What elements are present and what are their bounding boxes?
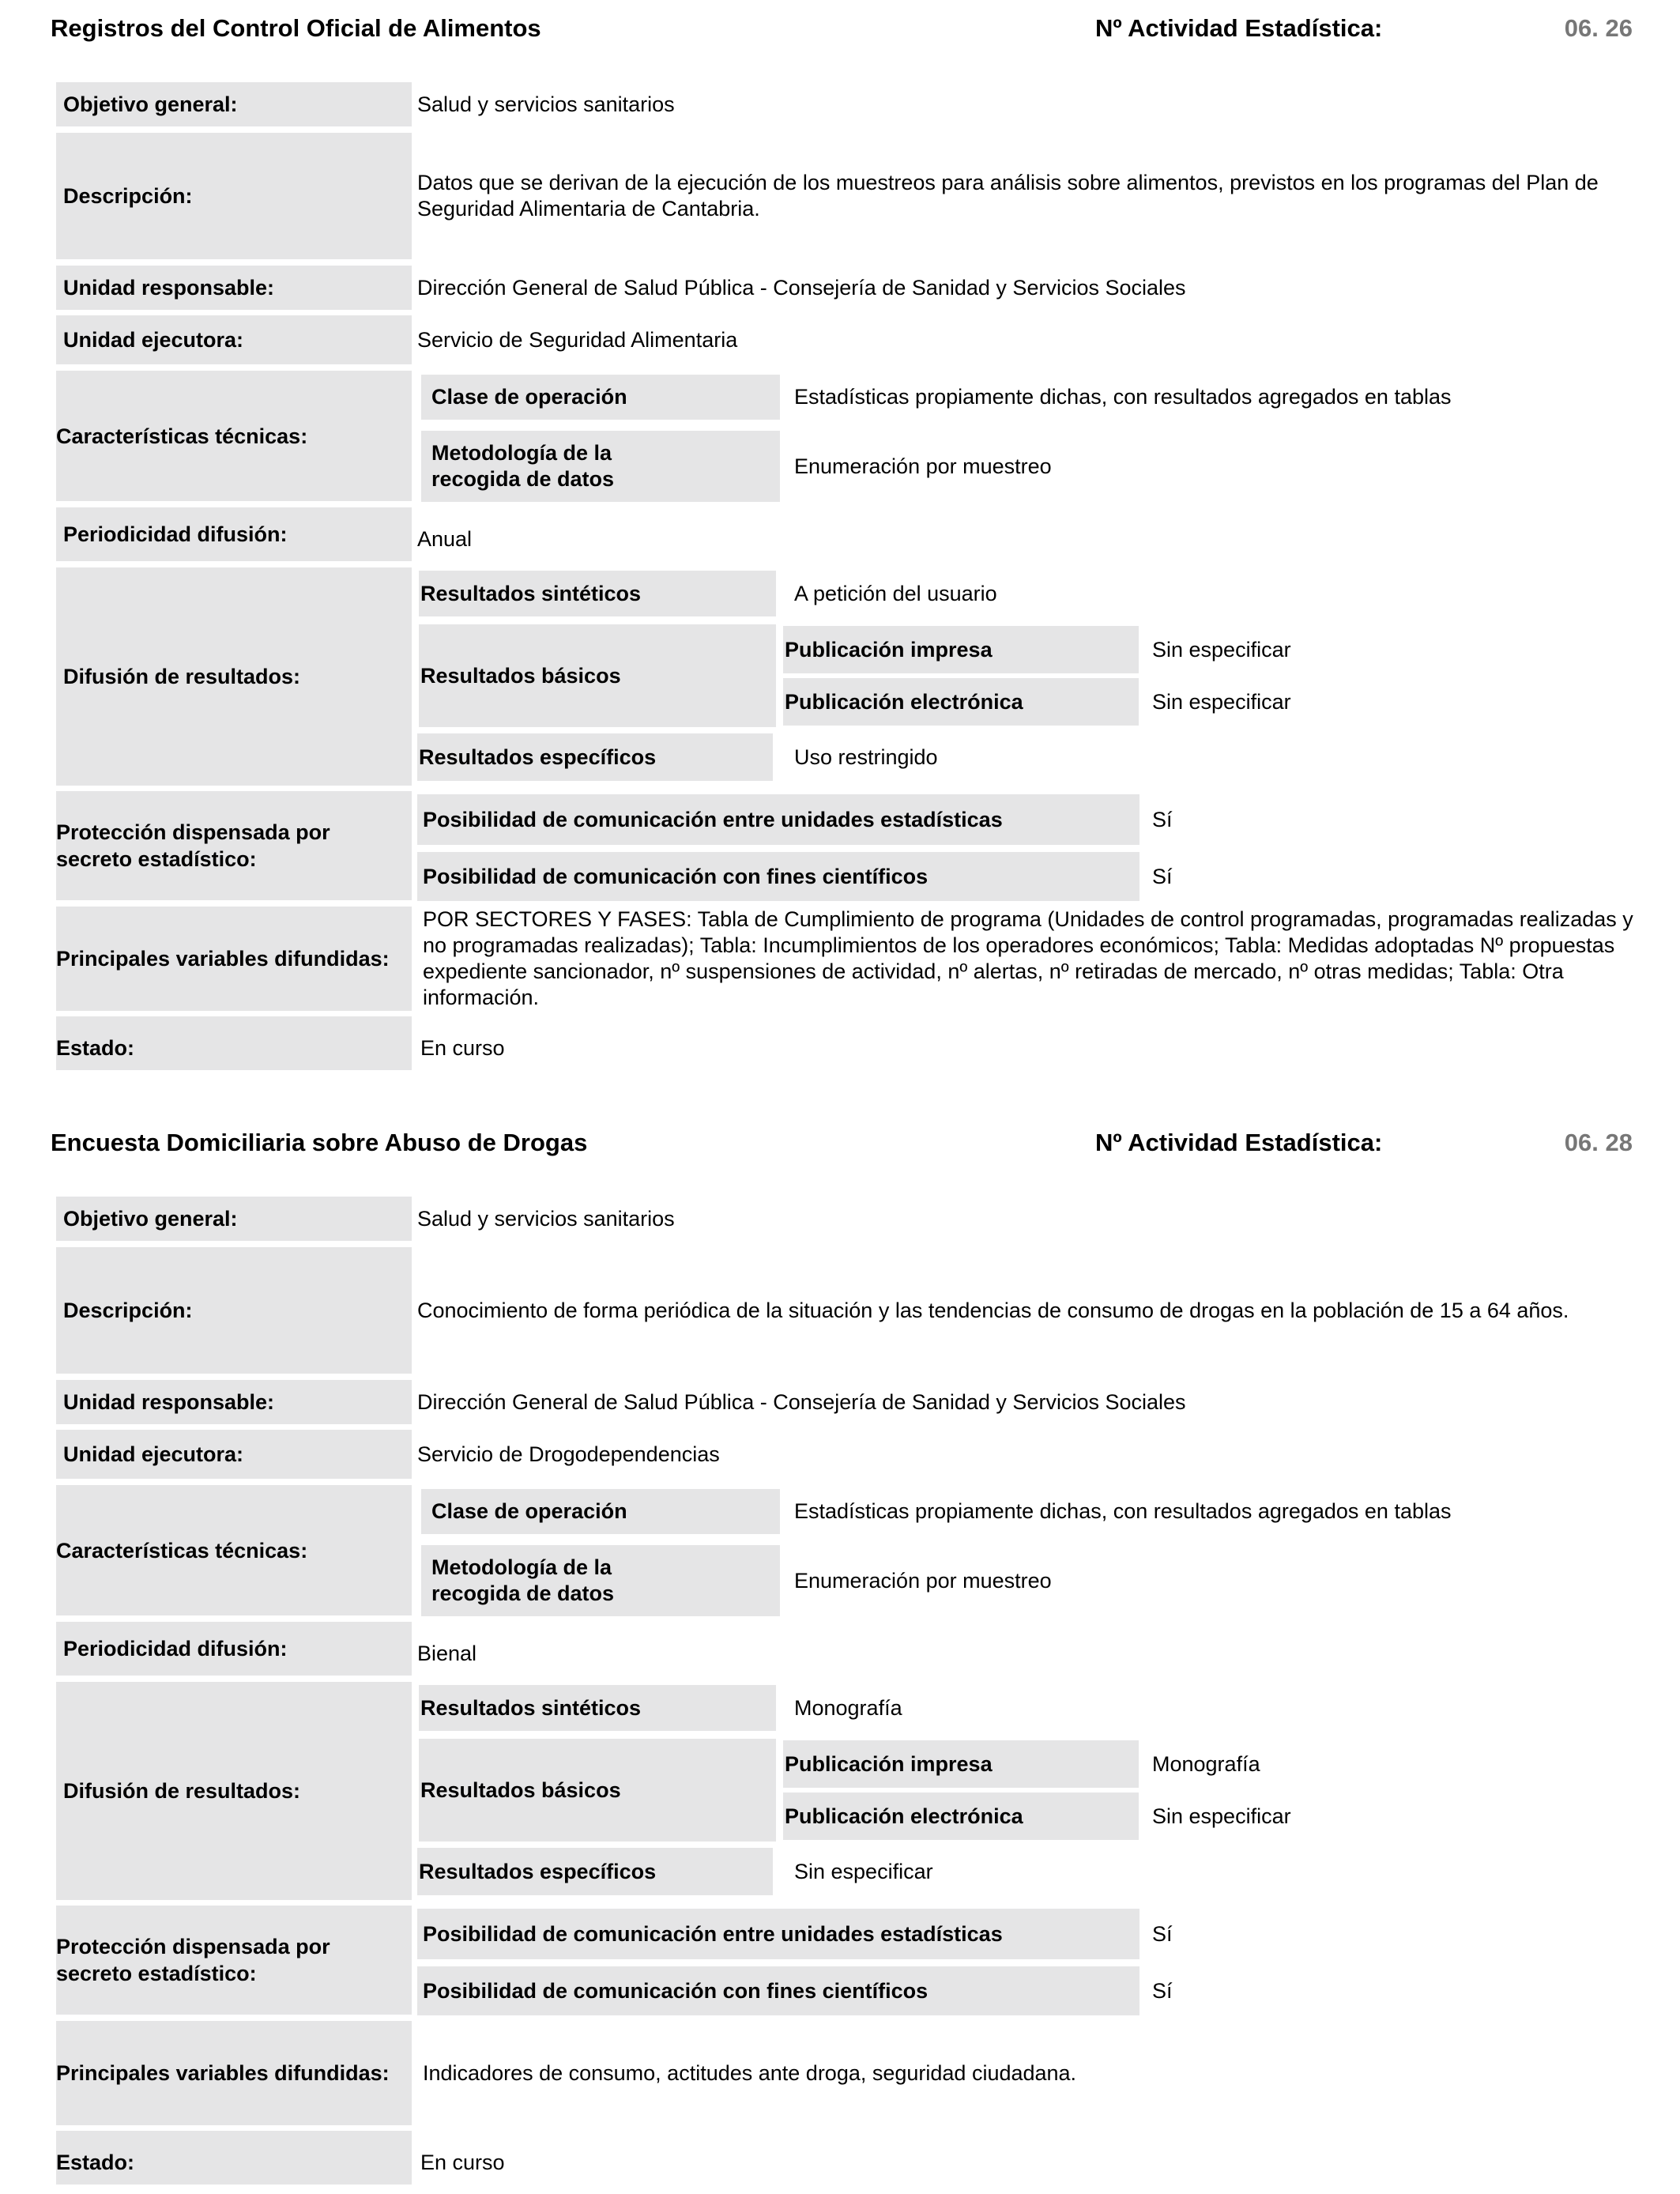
resultados-sinteticos-value: A petición del usuario bbox=[794, 581, 997, 605]
unidad-responsable-label: Unidad responsable: bbox=[56, 1380, 412, 1424]
unidad-ejecutora-label: Unidad ejecutora: bbox=[56, 1430, 412, 1479]
variables-label: Principales variables difundidas: bbox=[56, 2021, 412, 2125]
proteccion-label bbox=[56, 1906, 412, 2015]
comunicacion-unidades-value: Sí bbox=[1152, 1921, 1173, 1946]
record-title: Registros del Control Oficial de Alimentos bbox=[51, 14, 541, 42]
publicacion-electronica-value: Sin especificar bbox=[1152, 1804, 1291, 1828]
resultados-basicos-label: Resultados básicos bbox=[419, 624, 776, 727]
proteccion-label-text: Protección dispensada por secreto estadístico: bbox=[56, 1935, 330, 1985]
comunicacion-cientificos-label: Posibilidad de comunicación con fines científicos bbox=[417, 1966, 1139, 2015]
comunicacion-unidades-label: Posibilidad de comunicación entre unidades estadísticas bbox=[417, 1909, 1139, 1959]
periodicidad-label: Periodicidad difusión: bbox=[56, 507, 412, 561]
proteccion-label bbox=[56, 791, 412, 900]
descripcion-label: Descripción: bbox=[56, 1247, 412, 1374]
periodicidad-value: Bienal bbox=[417, 1641, 477, 1665]
metodologia-value: Enumeración por muestreo bbox=[794, 1568, 1052, 1593]
comunicacion-unidades-value: Sí bbox=[1152, 807, 1173, 831]
publicacion-impresa-value: Monografía bbox=[1152, 1751, 1260, 1776]
metodologia-label-text: Metodología de la recogida de datos bbox=[431, 441, 615, 491]
caracteristicas-label: Características técnicas: bbox=[56, 1485, 412, 1615]
estado-value: En curso bbox=[420, 2150, 505, 2174]
descripcion-value: Conocimiento de forma periódica de la situación y las tendencias de consumo de drogas en la población de 15 a 64 años. bbox=[417, 1298, 1569, 1322]
resultados-sinteticos-value: Monografía bbox=[794, 1695, 902, 1720]
resultados-especificos-value: Uso restringido bbox=[794, 745, 938, 769]
clase-operacion-label: Clase de operación bbox=[421, 375, 780, 420]
estado-value: En curso bbox=[420, 1035, 505, 1060]
publicacion-electronica-label: Publicación electrónica bbox=[783, 678, 1139, 726]
unidad-responsable-label: Unidad responsable: bbox=[56, 266, 412, 310]
activity-number-label: Nº Actividad Estadística: bbox=[1095, 14, 1383, 42]
variables-value: POR SECTORES Y FASES: Tabla de Cumplimiento de programa (Unidades de control programadas, programadas realizadas y no programadas realizadas); Tabla: Incumplimientos de los operadores económicos; Tabla: Medidas adoptadas Nº propuestas expediente sancionador, nº suspensiones de actividad, nº alertas, nº retiradas de mercado, nº otras medidas; Tabla: Otra información. bbox=[423, 907, 1633, 1009]
periodicidad-value: Anual bbox=[417, 526, 473, 551]
clase-operacion-value: Estadísticas propiamente dichas, con resultados agregados en tablas bbox=[794, 1499, 1452, 1523]
publicacion-electronica-label: Publicación electrónica bbox=[783, 1793, 1139, 1840]
caracteristicas-label: Características técnicas: bbox=[56, 371, 412, 501]
variables-value: Indicadores de consumo, actitudes ante droga, seguridad ciudadana. bbox=[423, 2060, 1077, 2085]
difusion-label: Difusión de resultados: bbox=[56, 1682, 412, 1900]
metodologia-label bbox=[421, 1545, 780, 1616]
publicacion-impresa-value: Sin especificar bbox=[1152, 637, 1291, 662]
comunicacion-unidades-label: Posibilidad de comunicación entre unidades estadísticas bbox=[417, 794, 1139, 845]
publicacion-impresa-label: Publicación impresa bbox=[783, 626, 1139, 673]
clase-operacion-value: Estadísticas propiamente dichas, con resultados agregados en tablas bbox=[794, 385, 1452, 409]
objetivo-label: Objetivo general: bbox=[56, 82, 412, 126]
estado-label: Estado: bbox=[56, 2131, 412, 2185]
metodologia-value: Enumeración por muestreo bbox=[794, 454, 1052, 478]
resultados-especificos-label: Resultados específicos bbox=[417, 733, 773, 781]
metodologia-label bbox=[421, 431, 780, 502]
comunicacion-cientificos-value: Sí bbox=[1152, 864, 1173, 888]
comunicacion-cientificos-value: Sí bbox=[1152, 1978, 1173, 2003]
clase-operacion-label: Clase de operación bbox=[421, 1489, 780, 1534]
publicacion-impresa-label: Publicación impresa bbox=[783, 1740, 1139, 1788]
resultados-basicos-label: Resultados básicos bbox=[419, 1739, 776, 1842]
resultados-especificos-value: Sin especificar bbox=[794, 1859, 933, 1883]
publicacion-electronica-value: Sin especificar bbox=[1152, 689, 1291, 714]
objetivo-value: Salud y servicios sanitarios bbox=[417, 92, 675, 116]
metodologia-label-text: Metodología de la recogida de datos bbox=[431, 1555, 615, 1605]
descripcion-label: Descripción: bbox=[56, 133, 412, 259]
resultados-especificos-label: Resultados específicos bbox=[417, 1848, 773, 1895]
periodicidad-label: Periodicidad difusión: bbox=[56, 1622, 412, 1676]
resultados-sinteticos-label: Resultados sintéticos bbox=[419, 1685, 776, 1731]
comunicacion-cientificos-label: Posibilidad de comunicación con fines científicos bbox=[417, 852, 1139, 901]
unidad-responsable-value: Dirección General de Salud Pública - Consejería de Sanidad y Servicios Sociales bbox=[417, 275, 1186, 300]
activity-number: 06. 28 bbox=[1564, 1129, 1633, 1156]
activity-number-label: Nº Actividad Estadística: bbox=[1095, 1129, 1383, 1156]
objetivo-value: Salud y servicios sanitarios bbox=[417, 1206, 675, 1231]
estado-label: Estado: bbox=[56, 1016, 412, 1070]
proteccion-label-text: Protección dispensada por secreto estadístico: bbox=[56, 820, 330, 871]
record-title: Encuesta Domiciliaria sobre Abuso de Drogas bbox=[51, 1129, 588, 1156]
unidad-responsable-value: Dirección General de Salud Pública - Consejería de Sanidad y Servicios Sociales bbox=[417, 1389, 1186, 1414]
objetivo-label: Objetivo general: bbox=[56, 1197, 412, 1241]
descripcion-value: Datos que se derivan de la ejecución de los muestreos para análisis sobre alimentos, previstos en los programas del Plan de Seguridad Alimentaria de Cantabria. bbox=[417, 171, 1599, 221]
unidad-ejecutora-value: Servicio de Seguridad Alimentaria bbox=[417, 327, 738, 352]
activity-number: 06. 26 bbox=[1564, 14, 1633, 42]
difusion-label: Difusión de resultados: bbox=[56, 567, 412, 786]
unidad-ejecutora-value: Servicio de Drogodependencias bbox=[417, 1442, 720, 1466]
unidad-ejecutora-label: Unidad ejecutora: bbox=[56, 315, 412, 364]
resultados-sinteticos-label: Resultados sintéticos bbox=[419, 571, 776, 616]
variables-label: Principales variables difundidas: bbox=[56, 907, 412, 1011]
